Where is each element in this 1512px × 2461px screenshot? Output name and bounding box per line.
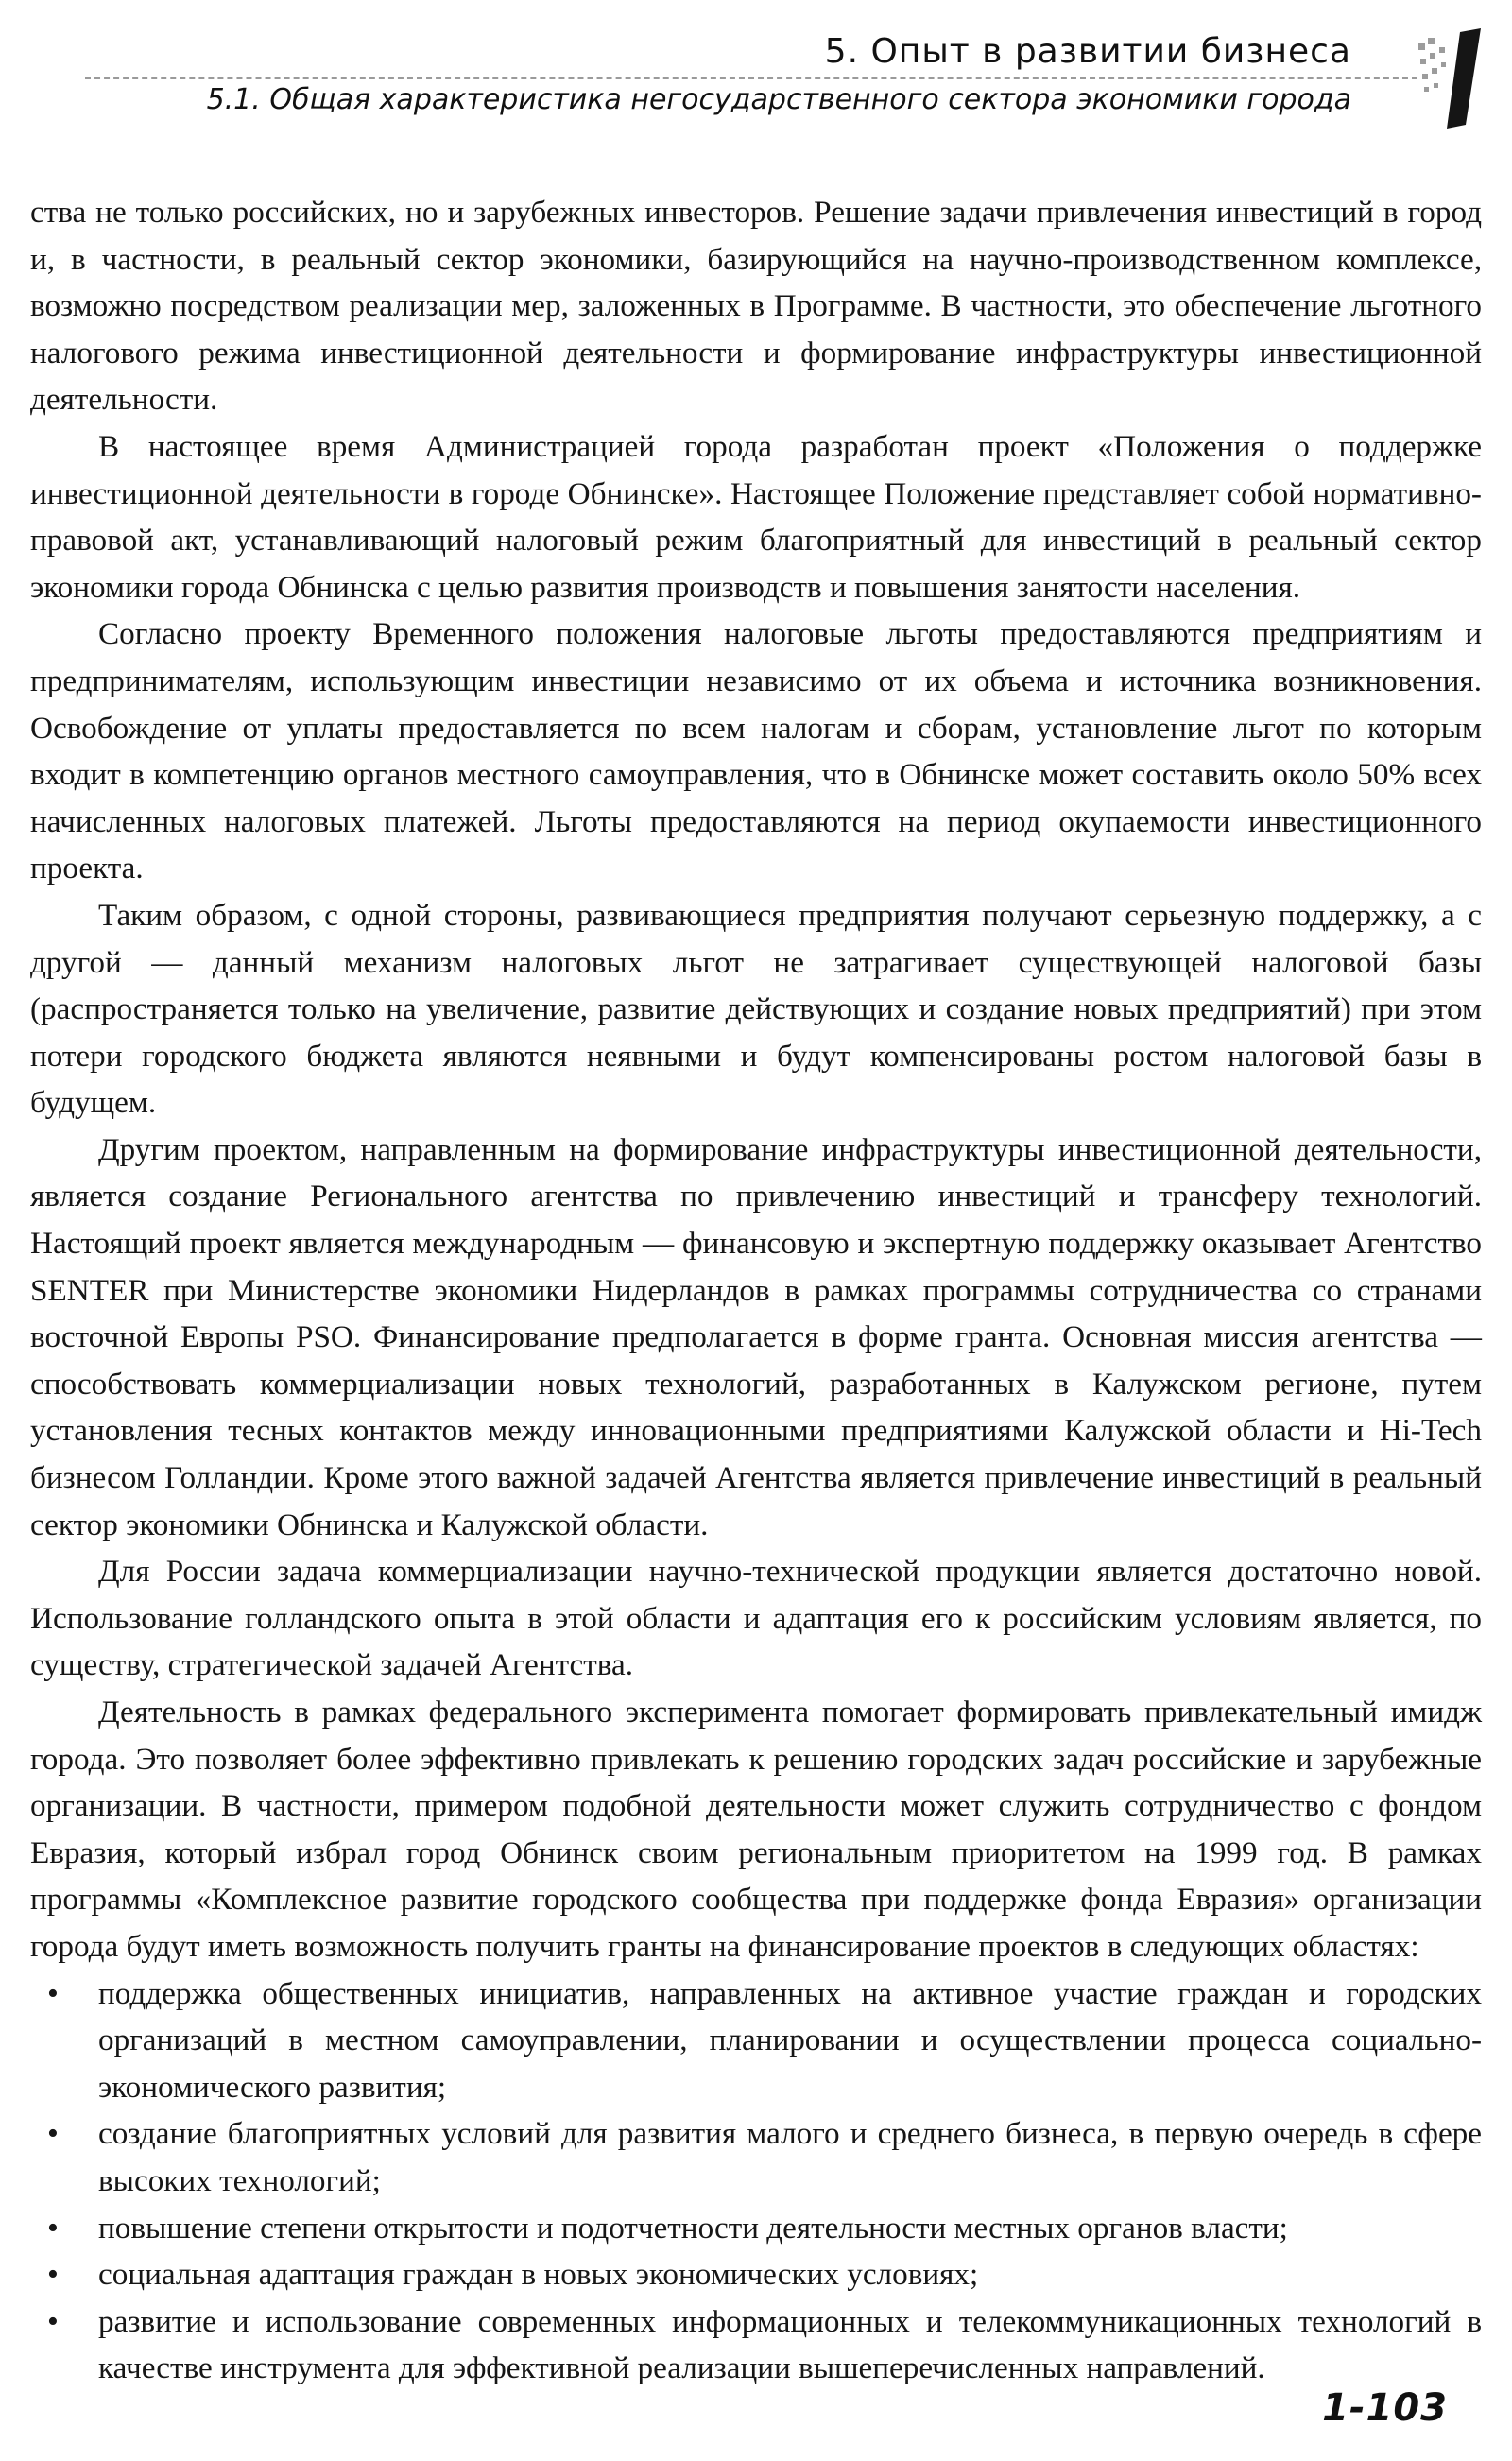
paragraph: Деятельность в рамках федерального эксперимента помогает формировать привлекательный имидж города. Это позволяет более эффективно привлекать к решению городских задач российские и зарубежные организации. В частности, примером подобной деятельности может служить сотрудничество с фондом Евразия, который избрал город Обнинск своим региональным приоритетом на 1999 год. В рамках программы «Комплексное развитие городского сообщества при поддержке фонда Евразия» организации города будут иметь возможность получить гранты на финансирование проектов в следующих областях: [30,1695,1482,1964]
page-number: 1-103 [1322,2386,1448,2430]
paragraph: В настоящее время Администрацией города разработан проект «Положения о поддержке инвестиционной деятельности в городе Обнинске». Настоящее Положение представляет собой нормативно-правовой акт, устанавливающий налоговый режим благоприятный для инвестиций в реальный сектор экономики города Обнинска с целью развития производств и повышения занятости населения. [30,428,1482,605]
running-header-chapter: 5. Опыт в развитии бизнеса [824,32,1351,71]
list-item: • поддержка общественных инициатив, направленных на активное участие граждан и городских организаций в местном самоуправлении, планировании и осуществлении процесса социально-экономического развития; [30,1971,1482,2111]
bullet-list [30,1971,1482,2392]
list-item: • развитие и использование современных информационных и телекоммуникационных технологий в качестве инструмента для эффективной реализации вышеперечисленных направлений. [30,2298,1482,2392]
paragraph: Для России задача коммерциализации научно-технической продукции является достаточно новой. Использование голландского опыта в этой области и адаптация его к российским условиям является, по существу, стратегической задачей Агентства. [30,1554,1482,1683]
paragraph: ства не только российских, но и зарубежных инвесторов. Решение задачи привлечения инвестиций в город и, в частности, в реальный сектор экономики, базирующийся на научно-производственном комплексе, возможно посредством реализации мер, заложенных в Программе. В частности, это обеспечение льготного налогового режима инвестиционной деятельности и формирование инфраструктуры инвестиционной деятельности. [30,195,1482,418]
main-text [30,189,1482,2392]
paragraph: Другим проектом, направленным на формирование инфраструктуры инвестиционной деятельности, является создание Регионального агентства по привлечению инвестиций и трансферу технологий. Настоящий проект является международным — финансовую и экспертную поддержку оказывает Агентство SENTER при Министерстве экономики Нидерландов в рамках программы сотрудничества со странами восточной Европы PSO. Финансирование предполагается в форме гранта. Основная миссия агентства — способствовать коммерциализации новых технологий, разработанных в Калужском регионе, путем установления тесных контактов между инновационными предприятиями Калужской области и Hi-Tech бизнесом Голландии. Кроме этого важной задачей Агентства является привлечение инвестиций в реальный сектор экономики Обнинска и Калужской области. [30,1131,1482,1542]
list-item: • социальная адаптация граждан в новых экономических условиях; [30,2251,1482,2298]
list-item: • повышение степени открытости и подотчетности деятельности местных органов власти; [30,2205,1482,2252]
chapter-number-mark-icon [1413,26,1488,130]
header-divider [85,77,1418,79]
paragraph: Согласно проекту Временного положения налоговые льготы предоставляются предприятиям и предпринимателям, использующим инвестиции независимо от их объема и источника возникновения. Освобождение от уплаты предоставляется по всем налогам и сборам, установление льгот по которым входит в компетенцию органов местного самоуправления, что в Обнинске может составить около 50% всех начисленных налоговых платежей. Льготы предоставляются на период окупаемости инвестиционного проекта. [30,616,1482,886]
running-header-section: 5.1. Общая характеристика негосударственного сектора экономики города [206,83,1351,116]
list-item: • создание благоприятных условий для развития малого и среднего бизнеса, в первую очередь в сфере высоких технологий; [30,2110,1482,2204]
paragraph: Таким образом, с одной стороны, развивающиеся предприятия получают серьезную поддержку, а с другой — данный механизм налоговых льгот не затрагивает существующей налоговой базы (распространяется только на увеличение, развитие действующих и создание новых предприятий) при этом потери городского бюджета являются неявными и будут компенсированы ростом налоговой базы в будущем. [30,897,1482,1121]
